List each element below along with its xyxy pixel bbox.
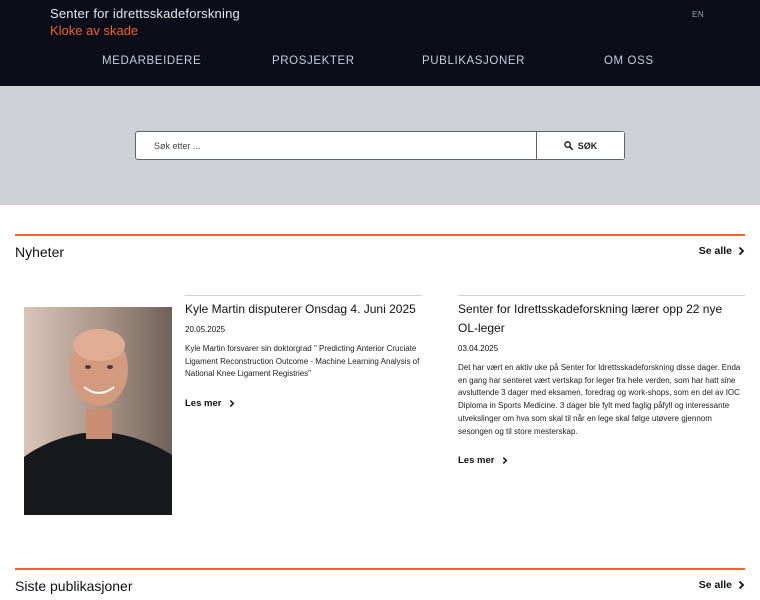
portrait-image: [24, 307, 172, 515]
chevron-right-icon: [738, 580, 745, 590]
read-more-link[interactable]: [185, 398, 235, 409]
chevron-right-icon: [502, 456, 508, 465]
news-article: [185, 295, 422, 411]
language-switch-link[interactable]: EN: [692, 10, 705, 19]
nav-item-om-oss[interactable]: OM OSS: [604, 55, 654, 67]
publications-see-all-link[interactable]: [699, 579, 745, 591]
article-title[interactable]: Senter for Idrettsskadeforskning lærer opp 22 nye OL-leger: [458, 302, 723, 335]
site-header: [0, 0, 760, 86]
article-date: 20.05.2025: [185, 325, 226, 334]
news-section-title: Nyheter: [15, 244, 65, 260]
news-photo-kyle-martin[interactable]: [24, 307, 172, 515]
search-input[interactable]: [136, 132, 536, 159]
read-more-link[interactable]: [458, 455, 508, 466]
news-article: [458, 295, 745, 468]
search-button-label: SØK: [577, 140, 598, 151]
publications-see-all-label: Se alle: [698, 579, 732, 591]
main-nav: [0, 55, 760, 73]
read-more-label: Les mer: [185, 398, 222, 410]
nav-item-publikasjoner[interactable]: PUBLIKASJONER: [422, 55, 526, 67]
article-summary: Det har vært en aktiv uke på Senter for Idrettsskadeforskning disse dager. Enda en gang har senteret vært vertskap for leger fra hele verden, som har hatt sine avsluttende 3 dager med eksamen, foredrag og work-shops, som en del av IOC Diploma in Sports Medicine. 3 dager ble fylt med faglig påfyll og interessante utvekslinger om hva som skal til når en lege skal følge utøvere gjennom sesongen og til store mesterskap.: [458, 363, 741, 436]
article-summary: Kyle Martin forsvarer sin doktorgrad " Predicting Anterior Cruciate Ligament Reconstruction Outcome - Machine Learning Analysis of National Knee Ligament Registries": [185, 344, 420, 379]
article-divider: [185, 295, 422, 296]
article-date: 03.04.2025: [458, 344, 499, 353]
search-icon: [564, 141, 573, 150]
read-more-label: Les mer: [458, 455, 495, 467]
news-section-rule: [15, 234, 745, 236]
news-see-all-label: Se alle: [698, 245, 732, 257]
site-title[interactable]: Senter for idrettsskadeforskning: [50, 6, 240, 21]
site-tagline: Kloke av skade: [50, 23, 139, 38]
publications-section-rule: [15, 568, 745, 570]
article-title[interactable]: Kyle Martin disputerer Onsdag 4. Juni 2025: [185, 302, 416, 316]
news-see-all-link[interactable]: [699, 245, 745, 257]
article-divider: [458, 295, 745, 296]
search-box: [135, 131, 625, 160]
nav-item-medarbeidere[interactable]: MEDARBEIDERE: [102, 55, 202, 67]
search-band: [0, 86, 760, 205]
publications-section-title: Siste publikasjoner: [15, 578, 133, 594]
search-button[interactable]: [536, 132, 624, 159]
chevron-right-icon: [738, 246, 745, 256]
nav-item-prosjekter[interactable]: PROSJEKTER: [272, 55, 355, 67]
chevron-right-icon: [229, 399, 235, 408]
